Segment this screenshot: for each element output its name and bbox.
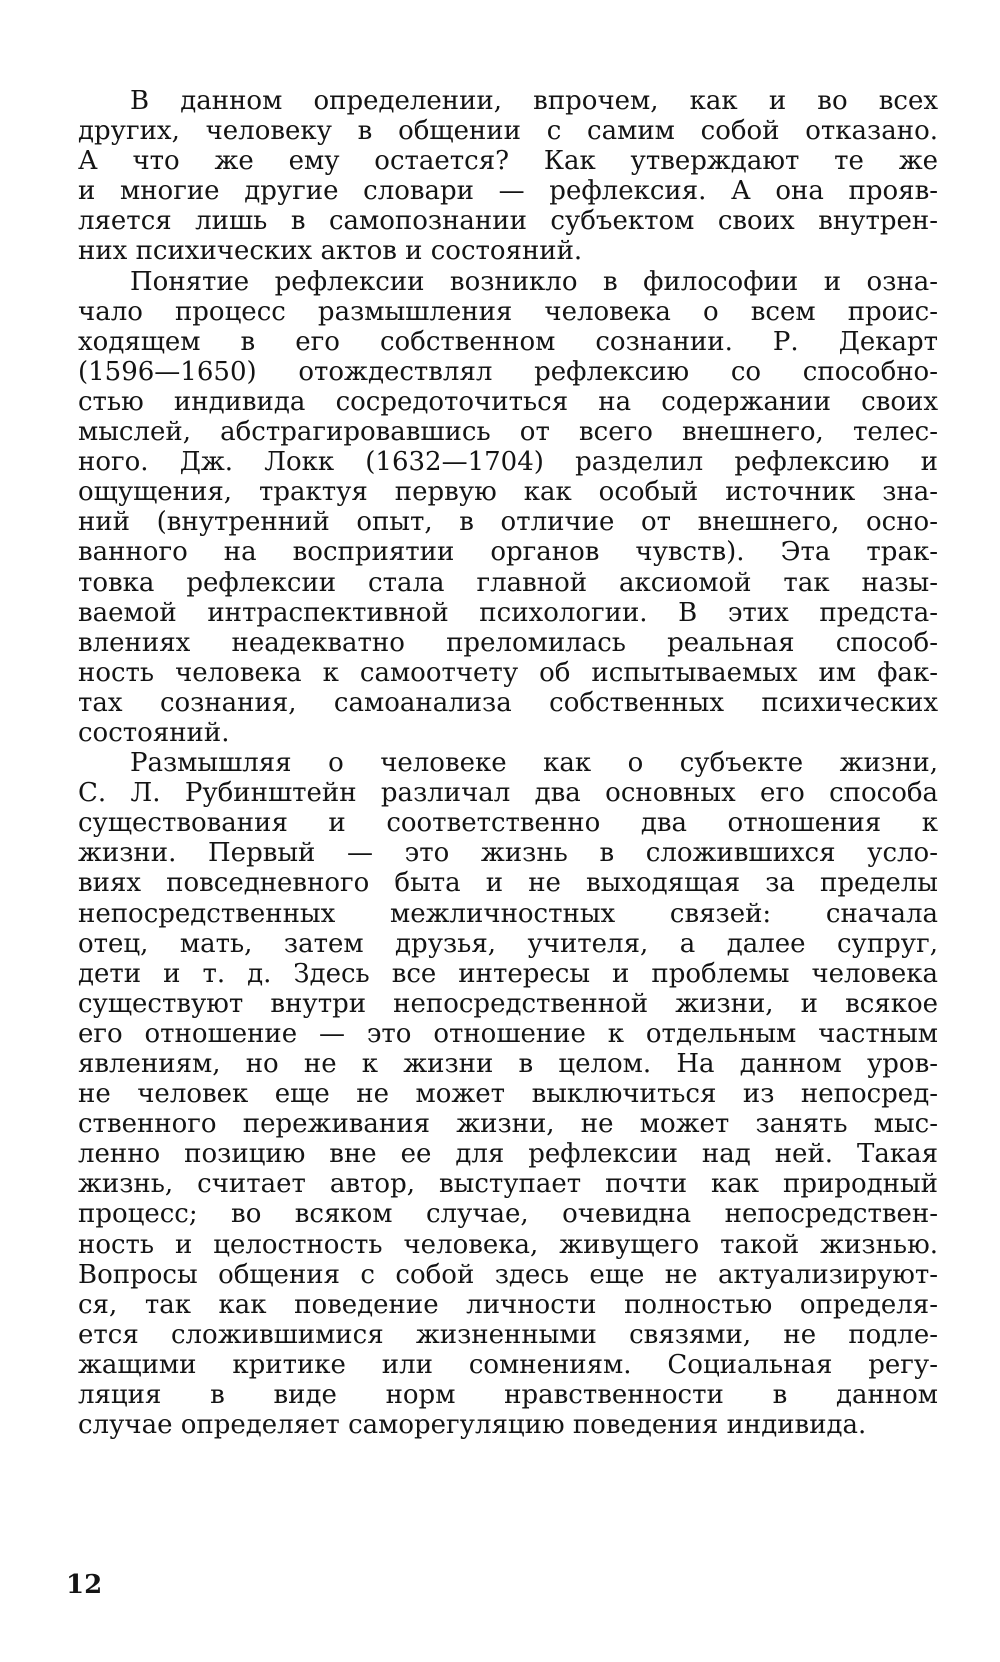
text-line: В данном определении, впрочем, как и во всех: [130, 86, 938, 116]
text-line: чало процесс размышления человека о всем проис-: [78, 296, 938, 327]
text-line: ность и целостность человека, живущего такой жизнью.: [78, 1229, 938, 1260]
text-line: отец, мать, затем друзья, учителя, а далее супруг,: [78, 928, 938, 959]
text-line: ний (внутренний опыт, в отличие от внешнего, осно-: [78, 507, 938, 538]
text-line: мыслей, абстрагировавшись от всего внешнего, телес-: [78, 417, 938, 448]
text-line: жащими критике или сомнениям. Социальная регу-: [78, 1349, 938, 1380]
page-number: 12: [66, 1570, 103, 1600]
text-line: влениях неадекватно преломилась реальная способ-: [78, 627, 938, 658]
text-line: ется сложившимися жизненными связями, не подле-: [78, 1319, 938, 1350]
text-line: дети и т. д. Здесь все интересы и проблемы человека: [78, 958, 938, 989]
text-line: Понятие рефлексии возникло в философии и озна-: [130, 266, 938, 297]
text-line: не человек еще не может выключиться из непосред-: [78, 1079, 938, 1110]
text-line: явлениям, но не к жизни в целом. На данном уров-: [78, 1049, 938, 1079]
text-line: и многие другие словари — рефлексия. А она прояв-: [78, 176, 938, 207]
text-line: ного. Дж. Локк (1632—1704) разделил рефлексию и: [78, 447, 938, 478]
text-line: товка рефлексии стала главной аксиомой так назы-: [78, 567, 938, 598]
body-text: [78, 86, 938, 1440]
text-line: состояний.: [78, 717, 230, 748]
text-line: Размышляя о человеке как о субъекте жизни,: [130, 748, 938, 779]
text-line: них психических актов и состояний.: [78, 236, 583, 267]
text-line: существования и соответственно два отношения к: [78, 808, 938, 839]
text-line: А что же ему остается? Как утверждают те же: [78, 146, 938, 177]
text-line: Вопросы общения с собой здесь еще не актуализируют-: [78, 1259, 938, 1290]
text-line: существуют внутри непосредственной жизни, и всякое: [78, 988, 938, 1019]
text-line: С. Л. Рубинштейн различал два основных его способа: [78, 778, 938, 809]
text-line: ощущения, трактуя первую как особый источник зна-: [78, 477, 938, 508]
text-line: ляция в виде норм нравственности в данном: [78, 1380, 938, 1411]
text-line: виях повседневного быта и не выходящая за пределы: [78, 868, 938, 899]
text-line: жизнь, считает автор, выступает почти как природный: [78, 1169, 938, 1200]
text-line: ся, так как поведение личности полностью определя-: [78, 1289, 938, 1320]
text-line: ственного переживания жизни, не может занять мыс-: [78, 1109, 938, 1140]
text-line: ходящем в его собственном сознании. Р. Декарт: [78, 326, 938, 357]
text-line: жизни. Первый — это жизнь в сложившихся усло-: [78, 838, 938, 869]
text-line: стью индивида сосредоточиться на содержании своих: [78, 386, 938, 417]
text-line: случае определяет саморегуляцию поведения индивида.: [78, 1410, 867, 1441]
text-line: непосредственных межличностных связей: сначала: [78, 898, 938, 929]
text-line: его отношение — это отношение к отдельным частным: [78, 1018, 938, 1049]
text-line: процесс; во всяком случае, очевидна непосредствен-: [78, 1199, 938, 1230]
text-line: ность человека к самоотчету об испытываемых им фак-: [78, 657, 938, 688]
text-line: тах сознания, самоанализа собственных психических: [78, 687, 938, 718]
text-line: ленно позицию вне ее для рефлексии над ней. Такая: [78, 1139, 938, 1170]
text-line: ванного на восприятии органов чувств). Эта трак-: [78, 537, 938, 568]
text-line: ваемой интраспективной психологии. В этих предста-: [78, 597, 938, 628]
text-line: (1596—1650) отождествлял рефлексию со способно-: [78, 356, 938, 387]
text-line: других, человеку в общении с самим собой отказано.: [78, 116, 938, 147]
text-line: ляется лишь в самопознании субъектом своих внутрен-: [78, 206, 938, 237]
